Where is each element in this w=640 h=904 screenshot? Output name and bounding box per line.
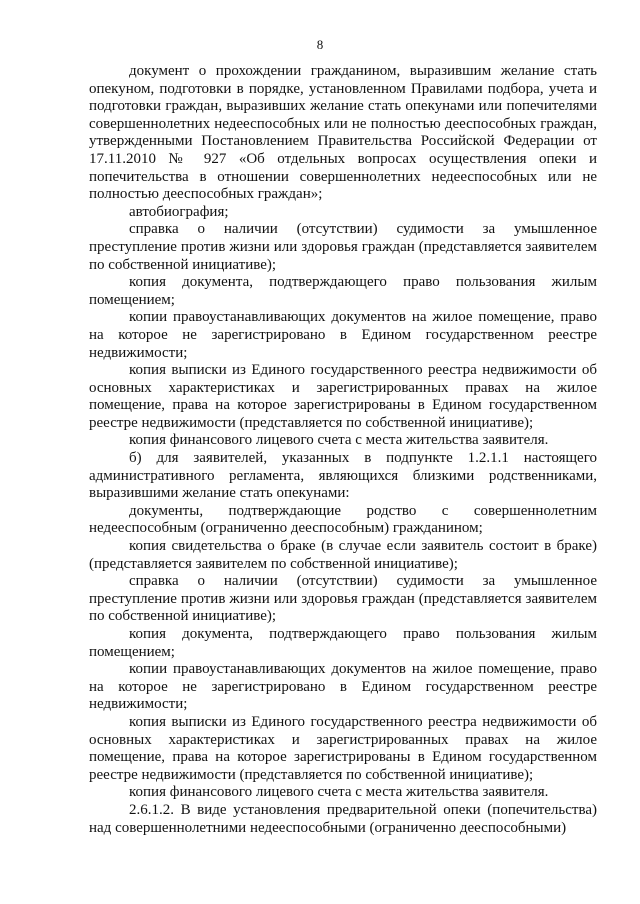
paragraph-16: 2.6.1.2. В виде установления предварительной опеки (попечительства) над совершеннолетними недееспособными (ограниченно дееспособными) [89, 801, 597, 836]
page-number: 8 [316, 37, 324, 52]
paragraph-1: документ о прохождении гражданином, выразившим желание стать опекуном, подготовки в порядке, установленном Правилами подбора, учета и подготовки граждан, выразивших желание стать опекунами или попечителями совершеннолетних недееспособных или не полностью дееспособных граждан, утвержденными Постановлением Правительства Российской Федерации от 17.11.2010 № 927 «Об отдельных вопросах осуществления опеки и попечительства в отношении совершеннолетних недееспособных или не полностью дееспособных граждан»; [89, 63, 597, 203]
paragraph-5: копии правоустанавливающих документов на жилое помещение, право на которое не зарегистрировано в Едином государственном реестре недвижимости; [89, 309, 597, 361]
paragraph-9: документы, подтверждающие родство с совершеннолетним недееспособным (ограниченно дееспособным) гражданином; [89, 502, 597, 537]
paragraph-10: копия свидетельства о браке (в случае если заявитель состоит в браке) (представляется заявителем по собственной инициативе); [89, 538, 597, 572]
document-body [89, 63, 597, 837]
paragraph-7: копия финансового лицевого счета с места жительства заявителя. [129, 432, 549, 449]
paragraph-6: копия выписки из Единого государственного реестра недвижимости об основных характеристиках и зарегистрированных правах на жилое помещение, права на которое зарегистрированы в Едином государственном реестре недвижимости (представляется по собственной инициативе); [89, 362, 597, 431]
paragraph-3: справка о наличии (отсутствии) судимости за умышленное преступление против жизни или здоровья граждан (представляется заявителем по собственной инициативе); [89, 221, 597, 273]
paragraph-4: копия документа, подтверждающего право пользования жилым помещением; [89, 274, 597, 308]
paragraph-11: справка о наличии (отсутствии) судимости за умышленное преступление против жизни или здоровья граждан (представляется заявителем по собственной инициативе); [89, 573, 597, 625]
paragraph-2: автобиография; [129, 203, 229, 220]
paragraph-8: б) для заявителей, указанных в подпункте 1.2.1.1 настоящего административного регламента, являющихся близкими родственниками, выразившими желание стать опекунами: [89, 450, 597, 502]
paragraph-15: копия финансового лицевого счета с места жительства заявителя. [129, 784, 549, 801]
paragraph-14: копия выписки из Единого государственного реестра недвижимости об основных характеристиках и зарегистрированных правах на жилое помещение, права на которое зарегистрированы в Едином государственном реестре недвижимости (представляется по собственной инициативе); [89, 713, 597, 783]
paragraph-13: копии правоустанавливающих документов на жилое помещение, право на которое не зарегистрировано в Едином государственном реестре недвижимости; [89, 661, 597, 713]
paragraph-12: копия документа, подтверждающего право пользования жилым помещением; [89, 626, 597, 660]
